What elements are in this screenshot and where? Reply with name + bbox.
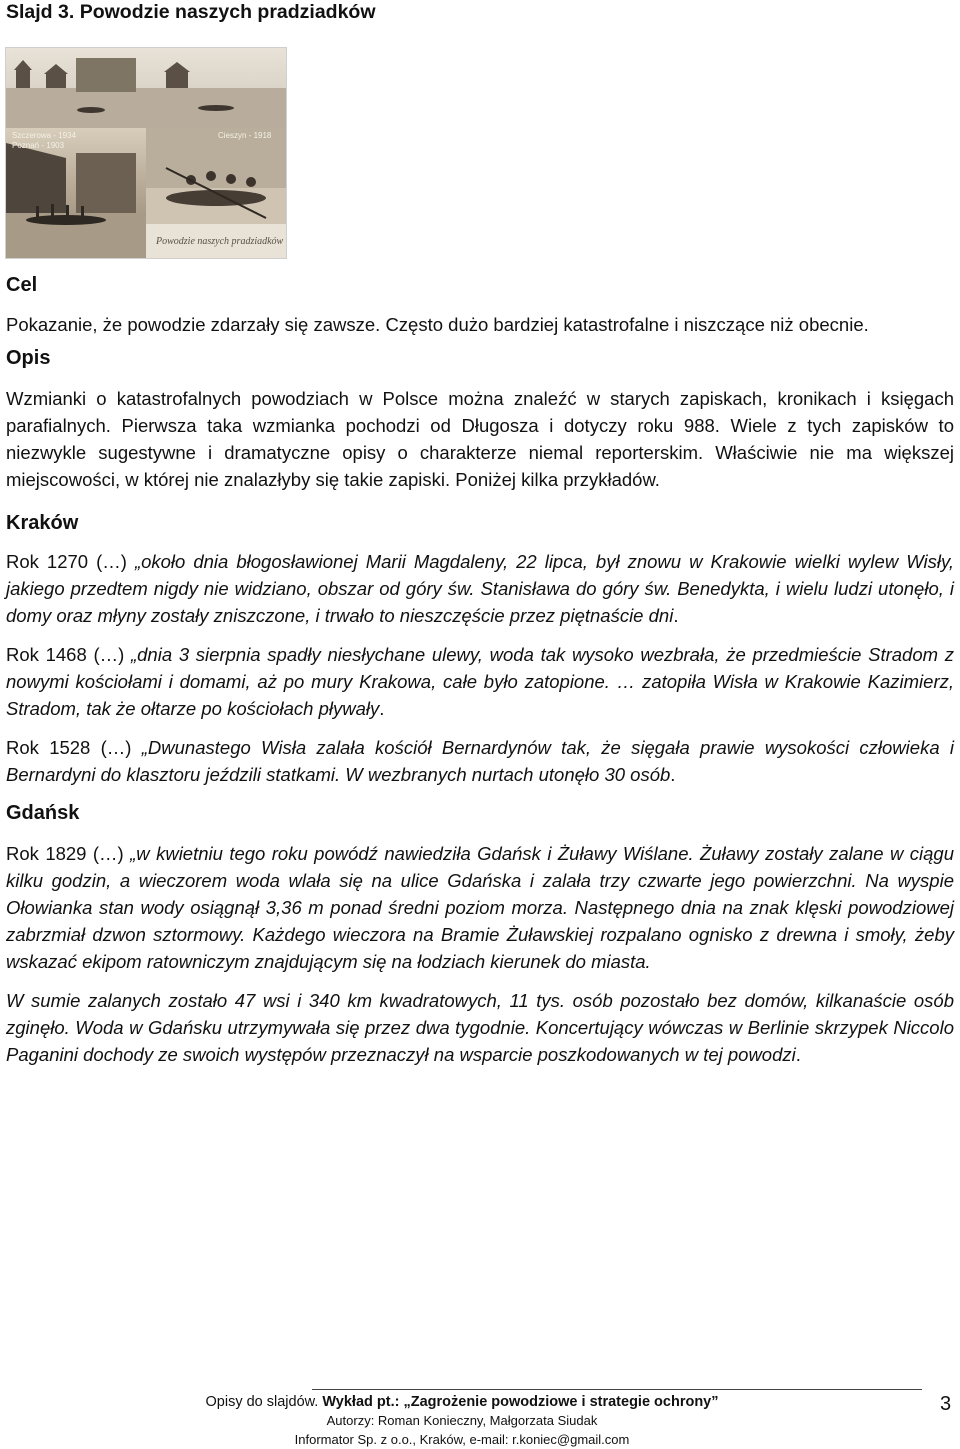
caption-signature: Powodzie naszych pradziadków xyxy=(156,236,284,247)
footer-publisher: Informator Sp. z o.o., Kraków, e-mail: r.koniec@gmail.com xyxy=(294,1432,630,1447)
footer-prefix: Opisy do slajdów. xyxy=(205,1394,323,1410)
footer-authors: Autorzy: Roman Konieczny, Małgorzata Siudak xyxy=(326,1413,598,1428)
summary-end: . xyxy=(795,1044,801,1065)
slide-title: Slajd 3. Powodzie naszych pradziadków xyxy=(6,1,376,23)
footer-rule xyxy=(312,1389,922,1390)
page-number: 3 xyxy=(940,1393,952,1415)
krakow-entry-1528 xyxy=(6,734,954,788)
caption-left: Szczerowa - 1934 xyxy=(12,131,77,140)
caption-left-2: Poznań - 1903 xyxy=(12,141,65,150)
flood-photo-collage xyxy=(5,47,287,259)
footer-lecture-name: Wykład pt.: „Zagrożenie powodziowe i strategie ochrony” xyxy=(322,1394,719,1410)
entry-end: . xyxy=(670,764,676,785)
entry-lead: Rok 1270 (…) xyxy=(6,551,135,572)
entry-end: . xyxy=(673,605,679,626)
entry-lead: Rok 1528 (…) xyxy=(6,737,142,758)
krakow-entry-1270 xyxy=(6,548,954,629)
heading-gdansk: Gdańsk xyxy=(6,802,80,824)
opis-paragraph: Wzmianki o katastrofalnych powodziach w Polsce można znaleźć w starych zapiskach, kronikach i księgach parafialnych. Pierwsza taka wzmianka pochodzi od Długosza i dotyczy roku 988. Wiele z tych zapisków to niezwykle sugestywne i dramatyczne opisy o charakterze niemal reporterskim. Właściwie nie ma większej miejscowości, w której nie znalazłyby się takie zapiski. Poniżej kilka przykładów. xyxy=(6,388,954,490)
entry-quote: „Dwunastego Wisła zalała kościół Bernardynów tak, że sięgała prawie wysokości człowieka i Bernardyni do klasztoru jeździli statkami. W wezbranych nurtach utonęło 30 osób xyxy=(6,737,955,785)
entry-quote: „dnia 3 sierpnia spadły niesłychane ulewy, woda tak wysoko wezbrała, że przedmieście Stradom z nowymi kościołami i domami, aż po mury Krakowa, całe było zatopione. … zatopiła Wisła w Krakowie Kazimierz, Stradom, tak że ołtarze po kościołach pływały xyxy=(6,644,954,719)
gdansk-entry-1829 xyxy=(6,840,954,975)
cel-paragraph: Pokazanie, że powodzie zdarzały się zawsze. Często dużo bardziej katastrofalne i niszczące niż obecnie. xyxy=(6,314,869,335)
krakow-entry-1468 xyxy=(6,641,954,722)
caption-right: Cieszyn - 1918 xyxy=(218,131,272,140)
summary-quote: W sumie zalanych zostało 47 wsi i 340 km kwadratowych, 11 tys. osób pozostało bez domów, kilkanaście osób zginęło. Woda w Gdańsku utrzymywała się przez dwa tygodnie. Koncertujący wówczas w Berlinie skrzypek Niccolo Paganini dochody ze swoich występów przeznaczył na wsparcie poszkodowanych w tej powodzi xyxy=(6,990,954,1065)
entry-quote: „w kwietniu tego roku powódź nawiedziła Gdańsk i Żuławy Wiślane. Żuławy zostały zalane w ciągu kilku godzin, a wieczorem woda wlała się na ulice Gdańska i zalała trzy czwarte jego powierzchni. Na wyspie Ołowianka stan wody osiągnął 3,36 m ponad średni poziom morza. Następnego dnia na znak klęski powodziowej zabrzmiał dzwon sztormowy. Każdego wieczora na Bramie Żuławskiej rozpalano ognisko z drewna i smoły, żeby wskazać ekipom ratowniczym znajdującym się na łodziach kierunek do miasta. xyxy=(6,843,955,972)
entry-end: . xyxy=(379,698,385,719)
heading-cel: Cel xyxy=(6,274,38,296)
entry-lead: Rok 1829 (…) xyxy=(6,843,131,864)
footer-lecture-title xyxy=(0,1393,924,1411)
entry-quote: „około dnia błogosławionej Marii Magdaleny, 22 lipca, był znowu w Krakowie wielki wylew Wisły, jakiego przedtem nigdy nie widziano, obszar od góry św. Stanisława do góry św. Benedykta, i wielu ludzi utonęło, i domy oraz młyny zostały zniszczone, i trwało to nieszczęście przez piętnaście dni xyxy=(6,551,954,626)
heading-krakow: Kraków xyxy=(6,512,79,534)
heading-opis: Opis xyxy=(6,347,51,369)
gdansk-summary xyxy=(6,987,954,1068)
entry-lead: Rok 1468 (…) xyxy=(6,644,131,665)
